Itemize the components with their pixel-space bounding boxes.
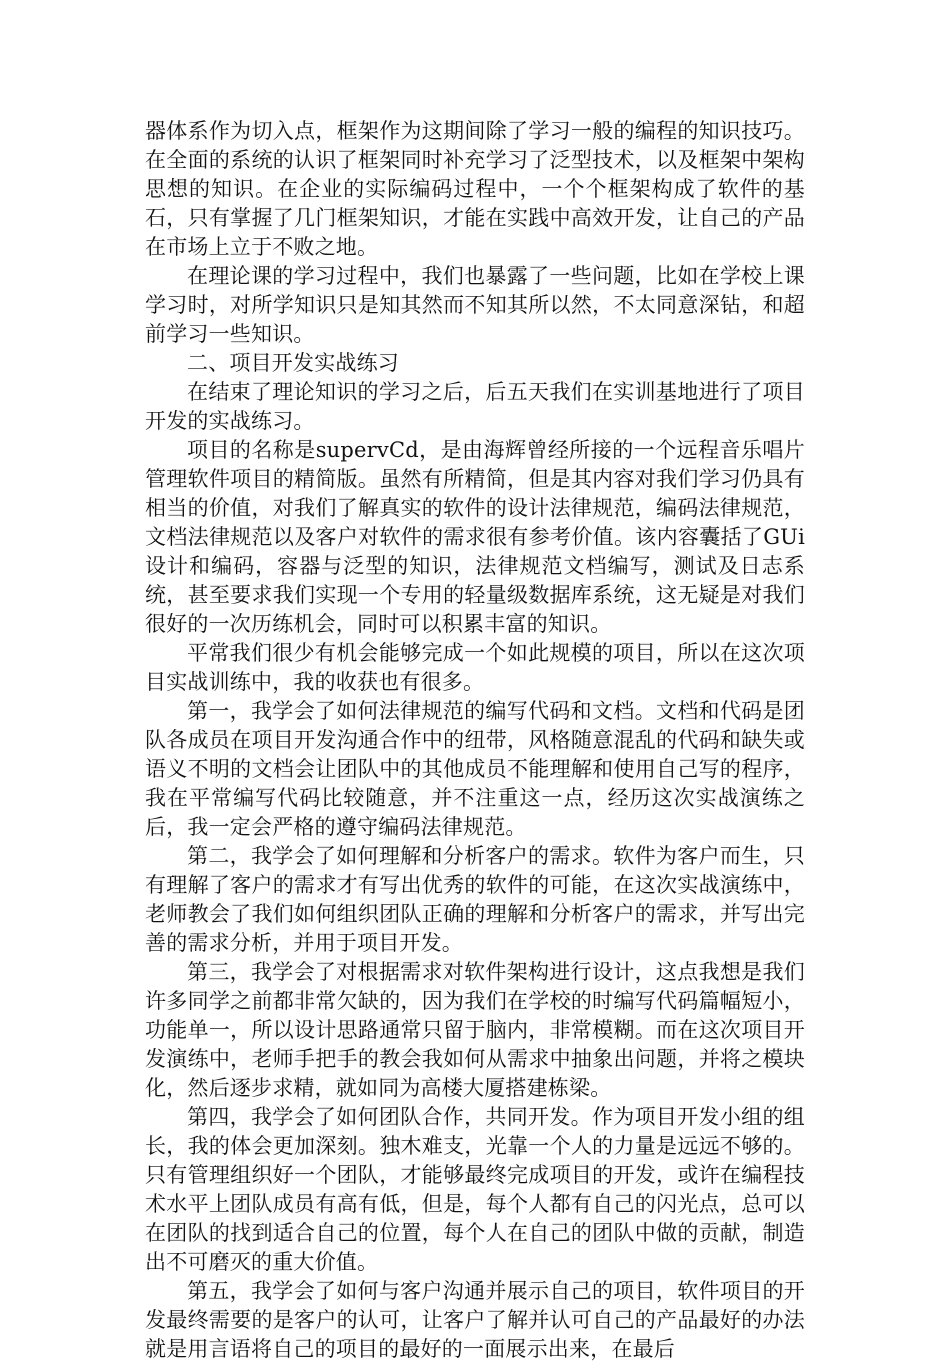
paragraph-9: 第四，我学会了如何团队合作，共同开发。作为项目开发小组的组长，我的体会更加深刻。独木难支，光靠一个人的力量是远远不够的。只有管理组织好一个团队，才能够最终完成项目的开发，或许在编程技术水平上团队成员有高有低，但是，每个人都有自己的闪光点，总可以在团队的找到适合自己的位置，每个人在自己的团队中做的贡献，制造出不可磨灭的重大价值。 (145, 1105, 805, 1274)
paragraph-8: 第三，我学会了对根据需求对软件架构进行设计，这点我想是我们许多同学之前都非常欠缺的，因为我们在学校的时编写代码篇幅短小，功能单一，所以设计思路通常只留于脑内，非常模糊。而在这次项目开发演练中，老师手把手的教会我如何从需求中抽象出问题，并将之模块化，然后逐步求精，就如同为高楼大厦搭建栋梁。 (145, 960, 805, 1100)
paragraph-4: 项目的名称是supervCd，是由海辉曾经所接的一个远程音乐唱片管理软件项目的精简版。虽然有所精简，但是其内容对我们学习仍具有相当的价值，对我们了解真实的软件的设计法律规范，编码法律规范，文档法律规范以及客户对软件的需求很有参考价值。该内容囊括了GUi设计和编码，容器与泛型的知识，法律规范文档编写，测试及日志系统，甚至要求我们实现一个专用的轻量级数据库系统，这无疑是对我们很好的一次历练机会，同时可以积累丰富的知识。 (145, 438, 805, 636)
document-body (145, 117, 805, 1364)
paragraph-1: 器体系作为切入点，框架作为这期间除了学习一般的编程的知识技巧。在全面的系统的认识了框架同时补充学习了泛型技术，以及框架中架构思想的知识。在企业的实际编码过程中，一个个框架构成了软件的基石，只有掌握了几门框架知识，才能在实践中高效开发，让自己的产品在市场上立于不败之地。 (145, 119, 805, 259)
paragraph-10: 第五，我学会了如何与客户沟通并展示自己的项目，软件项目的开发最终需要的是客户的认可，让客户了解并认可自己的产品最好的办法就是用言语将自己的项目的最好的一面展示出来，在最后 (145, 1279, 805, 1361)
paragraph-7: 第二，我学会了如何理解和分析客户的需求。软件为客户而生，只有理解了客户的需求才有写出优秀的软件的可能，在这次实战演练中，老师教会了我们如何组织团队正确的理解和分析客户的需求，并写出完善的需求分析，并用于项目开发。 (145, 844, 805, 955)
paragraph-2: 在理论课的学习过程中，我们也暴露了一些问题，比如在学校上课学习时，对所学知识只是知其然而不知其所以然，不太同意深钻，和超前学习一些知识。 (145, 264, 805, 346)
paragraph-5: 平常我们很少有机会能够完成一个如此规模的项目，所以在这次项目实战训练中，我的收获也有很多。 (145, 641, 805, 694)
paragraph-6: 第一，我学会了如何法律规范的编写代码和文档。文档和代码是团队各成员在项目开发沟通合作中的纽带，风格随意混乱的代码和缺失或语义不明的文档会让团队中的其他成员不能理解和使用自己写的程序，我在平常编写代码比较随意，并不注重这一点，经历这次实战演练之后，我一定会严格的遵守编码法律规范。 (145, 699, 805, 839)
paragraph-3: 在结束了理论知识的学习之后，后五天我们在实训基地进行了项目开发的实战练习。 (145, 380, 805, 433)
section-heading: 二、项目开发实战练习 (187, 351, 399, 375)
